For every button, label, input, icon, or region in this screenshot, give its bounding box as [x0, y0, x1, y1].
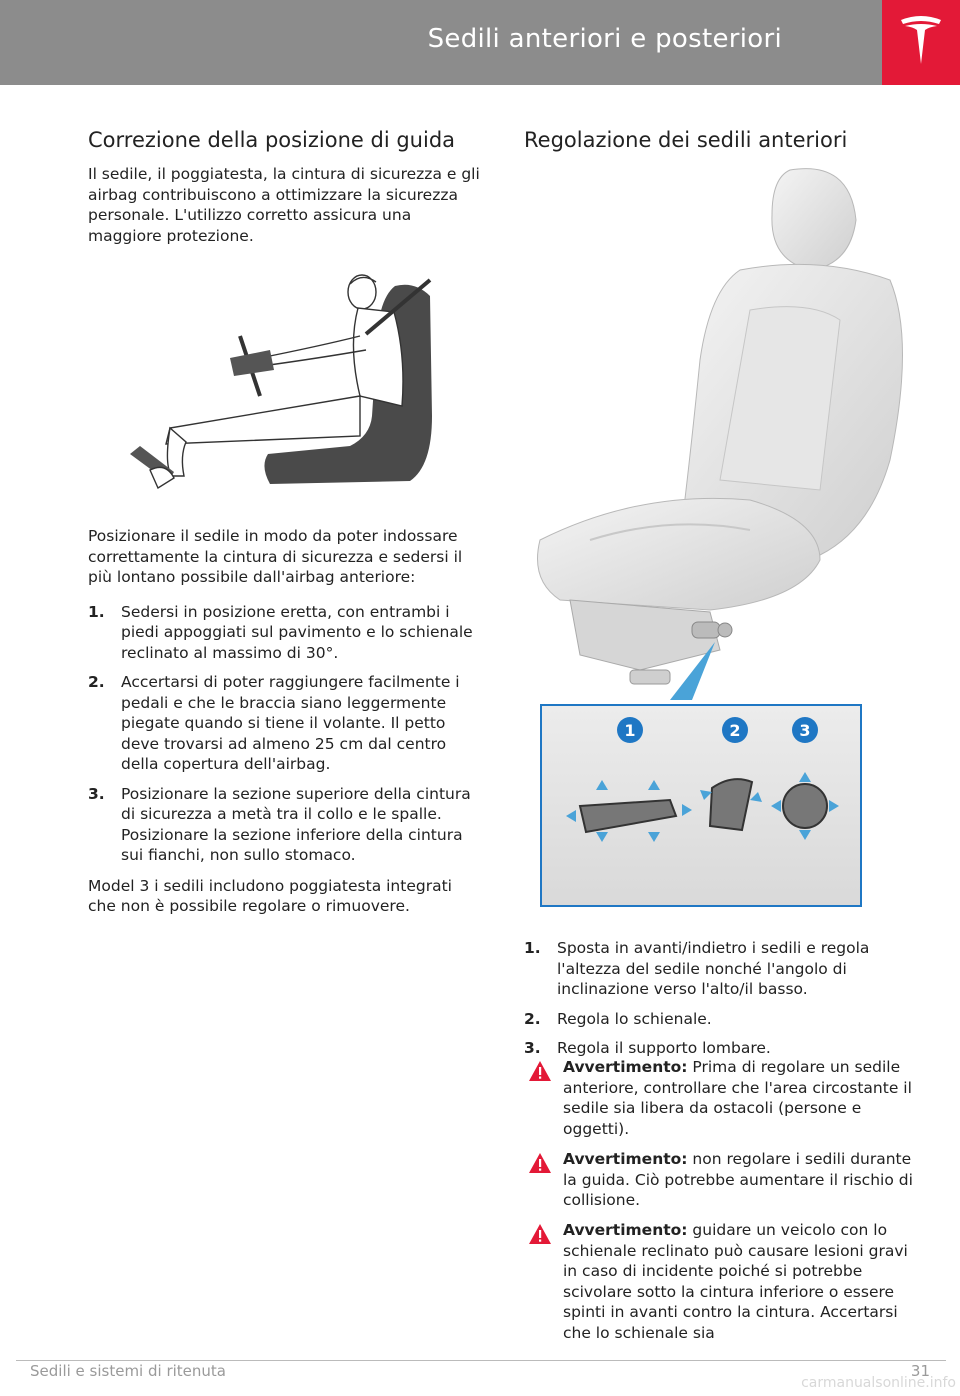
driver-seating-illustration	[110, 266, 480, 494]
footer-divider	[16, 1360, 946, 1361]
positioning-paragraph: Posizionare il sedile in modo da poter indossare correttamente la cintura di sicurezza e sedersi il più lontano possibile dall'airbag anteriore:	[88, 527, 463, 586]
intro-paragraph: Il sedile, il poggiatesta, la cintura di sicurezza e gli airbag contribuiscono a ottimizzare la sicurezza personale. L'utilizzo corretto assicura una maggiore protezione.	[88, 165, 480, 245]
warning-triangle-icon	[528, 1223, 552, 1245]
seat-controls-diagram	[540, 704, 862, 907]
headrest-note: Model 3 i sedili includono poggiatesta integrati che non è possibile regolare o rimuovere.	[88, 876, 452, 915]
right-column	[524, 128, 924, 164]
adjustment-steps	[524, 938, 924, 1059]
warning-3	[524, 1220, 919, 1343]
list-item: 3. Regola il supporto lombare.	[524, 1039, 771, 1057]
section-heading-driving-position: Correzione della posizione di guida	[88, 128, 456, 152]
warning-triangle-icon	[528, 1152, 552, 1174]
front-seat-illustration	[520, 160, 920, 700]
list-item: 2. Regola lo schienale.	[524, 1009, 712, 1028]
tesla-logo-icon	[899, 14, 943, 70]
positioning-steps	[88, 602, 483, 866]
list-item: 1. Sposta in avanti/indietro i sedili e regola l'altezza del sedile nonché l'angolo di inclinazione verso l'alto/il basso.	[524, 939, 870, 998]
warning-text: non regolare i sedili durante la guida. Ciò potrebbe aumentare il rischio di collisione.	[563, 1150, 913, 1209]
footer-section: Sedili e sistemi di ritenuta	[30, 1362, 226, 1380]
warning-text: guidare un veicolo con lo schienale reclinato può causare lesioni gravi in caso di incidente poiché si potrebbe scivolare sotto la cintura inferiore o essere spinti in avanti contro la cintura. Accertarsi che lo schienale sia	[563, 1221, 908, 1342]
list-item: 1. Sedersi in posizione eretta, con entrambi i piedi appoggiati sul pavimento e lo schienale reclinato al massimo di 30°.	[88, 602, 473, 662]
list-item: 3. Posizionare la sezione superiore della cintura di sicurezza a metà tra il collo e le spalle. Posizionare la sezione inferiore della cintura sui fianchi, non sullo stomaco.	[88, 784, 471, 864]
control-label-3: 3	[799, 721, 811, 740]
warning-text: Prima di regolare un sedile anteriore, controllare che l'area circostante il sedile sia libera da ostacoli (persone e oggetti).	[563, 1058, 912, 1138]
left-column	[88, 128, 483, 260]
seat-controls-icons	[542, 706, 860, 905]
tesla-logo	[882, 0, 960, 85]
list-item: 2. Accertarsi di poter raggiungere facilmente i pedali e che le braccia siano leggermente piegate quando si tiene il volante. Il petto deve trovarsi ad almeno 25 cm dal centro della copertura dell'airbag.	[88, 673, 460, 773]
control-label-2: 2	[729, 721, 741, 740]
watermark: carmanualsonline.info	[801, 1375, 956, 1391]
adjustment-steps-container	[524, 938, 924, 1069]
warning-1	[524, 1057, 919, 1139]
warning-label: Avvertimento:	[563, 1058, 688, 1076]
section-heading-front-seats: Regolazione dei sedili anteriori	[524, 128, 848, 152]
page-title: Sedili anteriori e posteriori	[427, 24, 782, 54]
warning-2	[524, 1149, 919, 1211]
header-bar	[0, 0, 882, 85]
warning-label: Avvertimento:	[563, 1150, 688, 1168]
page-number: 31	[910, 1362, 930, 1380]
left-column-body	[88, 526, 483, 931]
control-label-1: 1	[624, 721, 636, 740]
warning-triangle-icon	[528, 1060, 552, 1082]
warning-label: Avvertimento:	[563, 1221, 688, 1239]
